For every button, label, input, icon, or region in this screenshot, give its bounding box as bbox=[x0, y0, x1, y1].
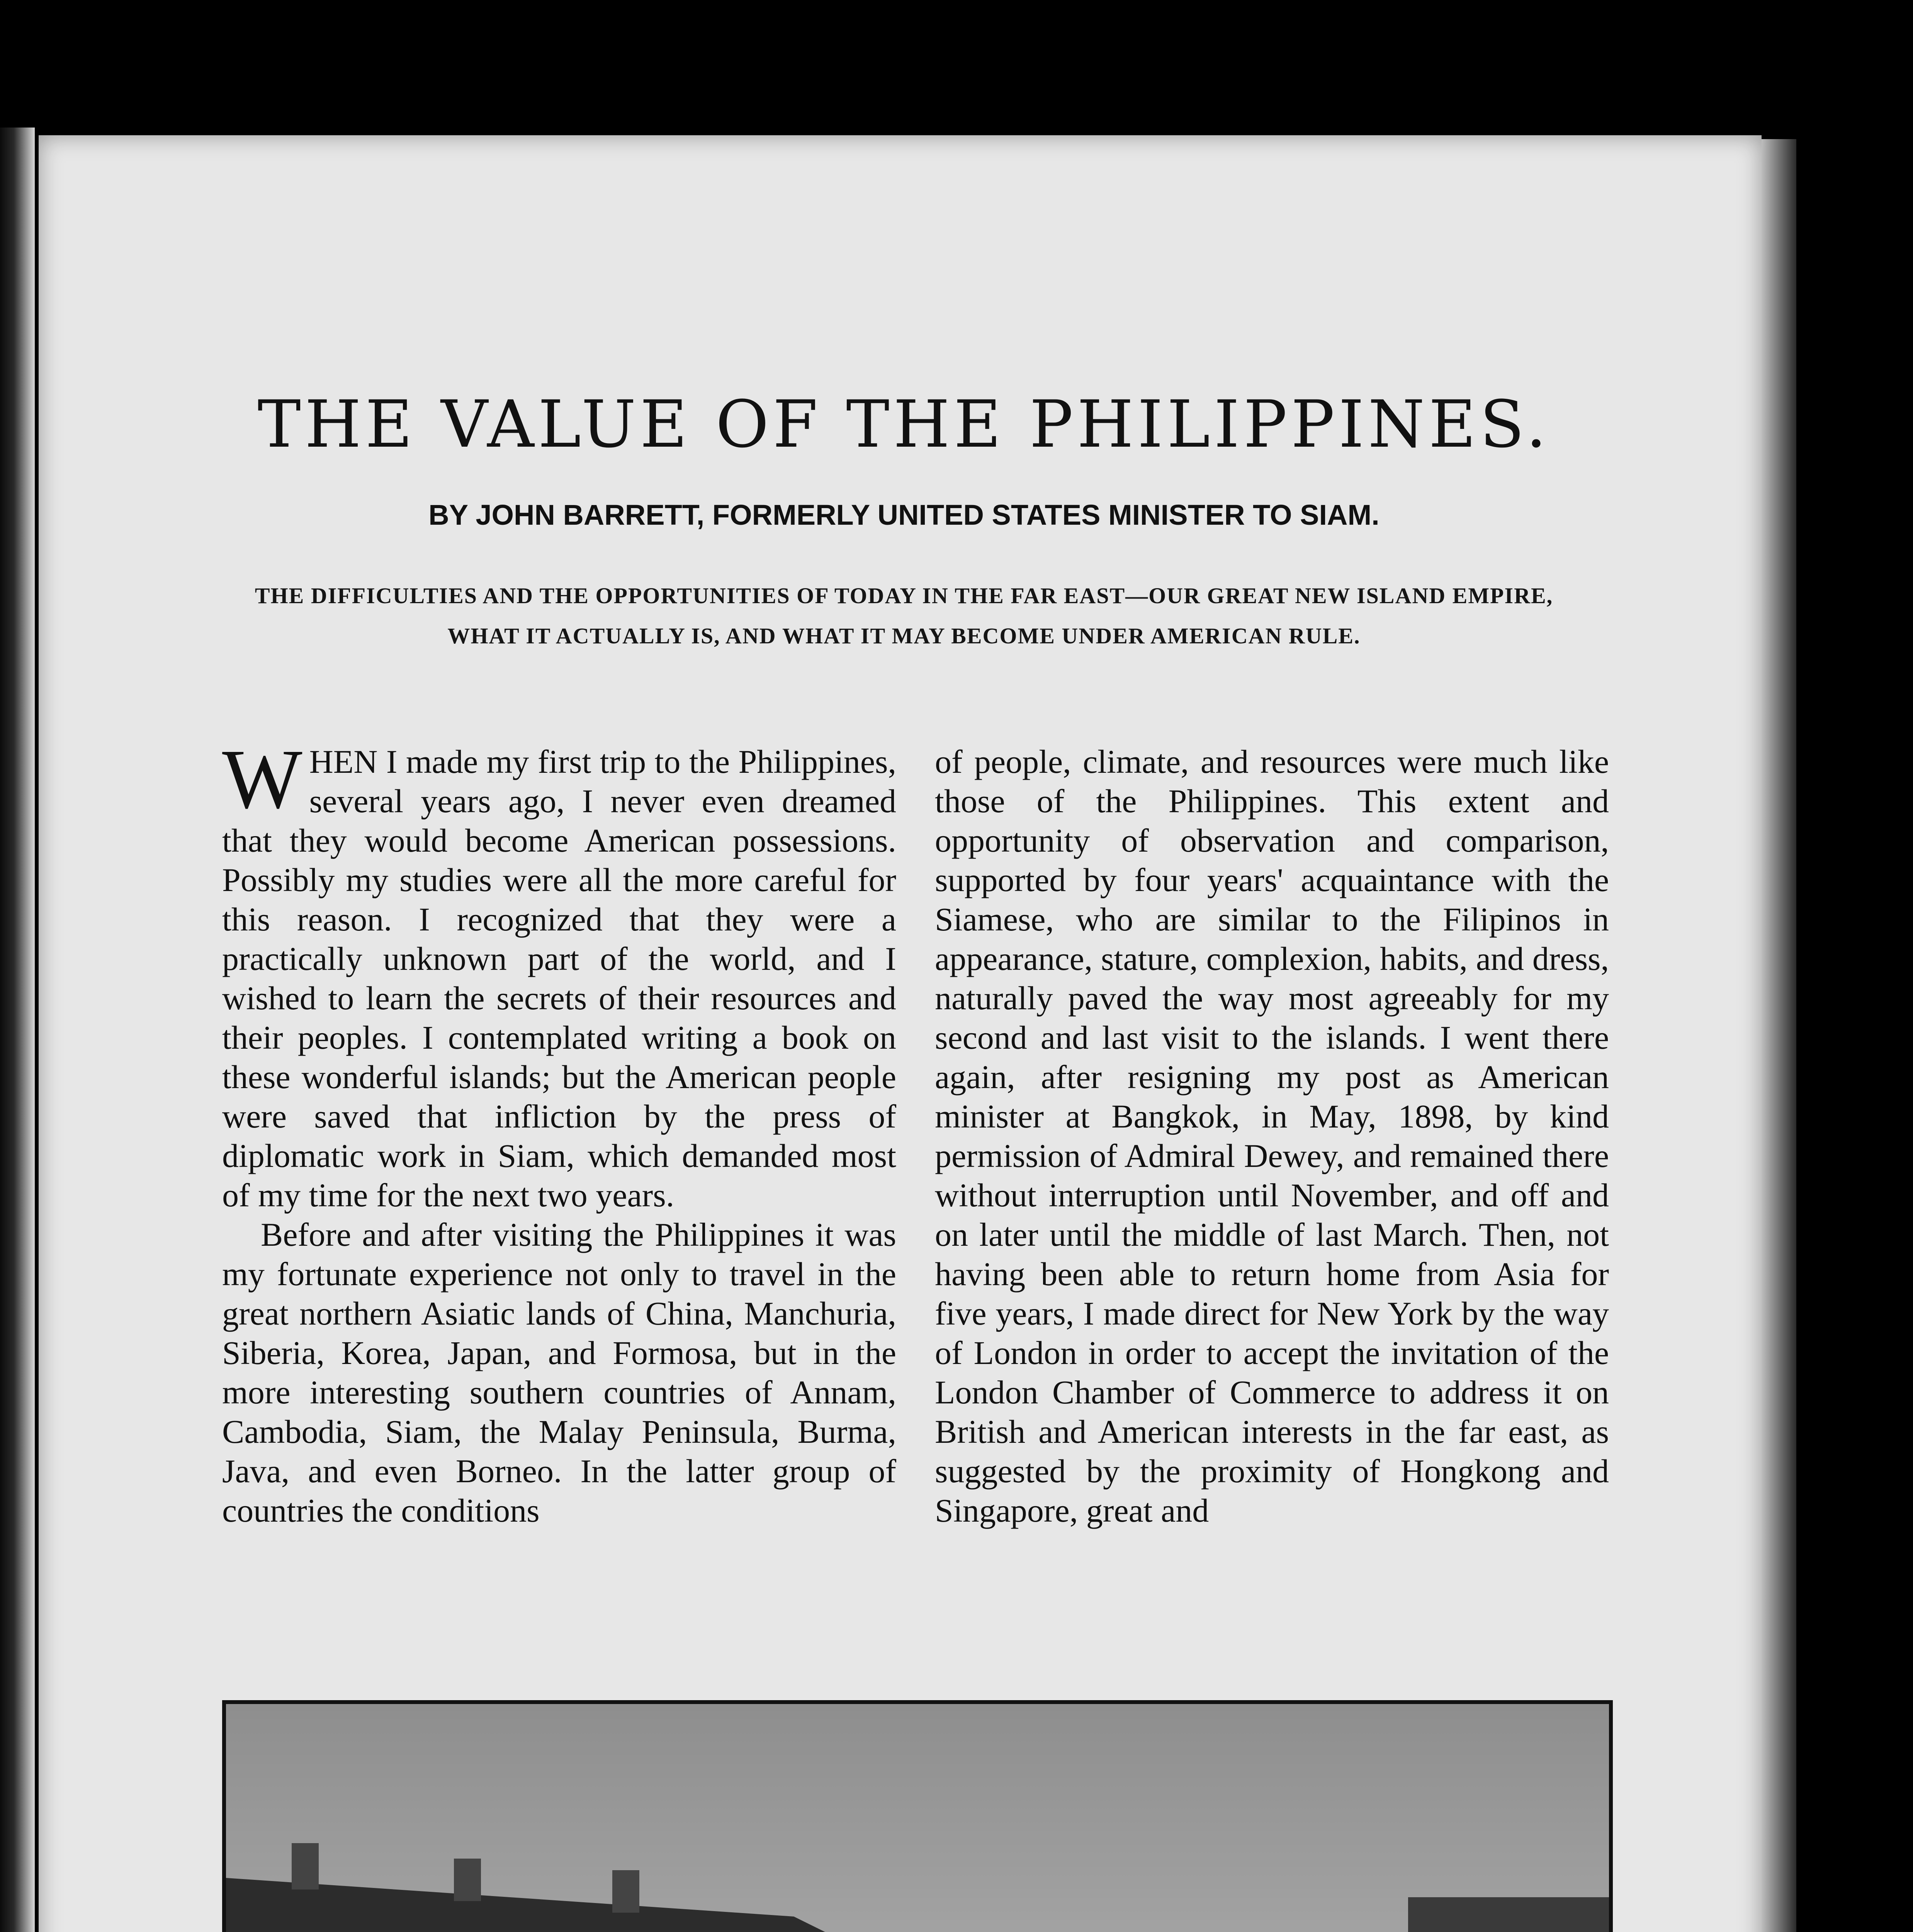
paragraph-1-text: HEN I made my first trip to the Philippines, several years ago, I never even dreamed that they would become American possessions. Possibly my studies were all the more careful for this reason. I recognized that they were a practically unknown part of the world, and I wished to learn the secrets of their resources and their peoples. I contemplated writing a book on these wonderful islands; but the American people were saved that infliction by the press of diplomatic work in Siam, which demanded most of my time for the next two years. bbox=[222, 743, 896, 1214]
paragraph-3: of people, climate, and resources were much like those of the Philippines. This extent and opportunity of observation and comparison, supported by four years' acquaintance with the Siamese, who are similar to the Filipinos in appearance, stature, complexion, habits, and dress, naturally paved the way most agreeably for my second and last visit to the islands. I went there again, after resigning my post as American minister at Bangkok, in May, 1898, by kind permission of Admiral Dewey, and remained there without interruption until November, and off and on later until the middle of last March. Then, not having been able to return home from Asia for five years, I made direct for New York by the way of London in order to accept the invitation of the London Chamber of Commerce to address it on British and American interests in the far east, as suggested by the proximity of Hongkong and Singapore, great and bbox=[935, 743, 1609, 1529]
watch-tower bbox=[1408, 1897, 1609, 1932]
chimney bbox=[612, 1870, 639, 1913]
article-subtitle: THE DIFFICULTIES AND THE OPPORTUNITIES OF TODAY IN THE FAR EAST—OUR GREAT NEW ISLAND EMPIRE, WHAT IT ACTUALLY IS, AND WHAT IT MAY BECOME UNDER AMERICAN RULE. bbox=[255, 583, 1553, 648]
article-byline: BY JOHN BARRETT, FORMERLY UNITED STATES MINISTER TO SIAM. bbox=[428, 499, 1380, 531]
article-title: THE VALUE OF THE PHILIPPINES. bbox=[257, 386, 1551, 462]
page-edge-shadow bbox=[1762, 139, 1796, 1932]
prison-courtyard-photo bbox=[222, 1700, 1613, 1932]
photo-illustration bbox=[226, 1704, 1609, 1932]
paragraph-2: Before and after visiting the Philippines it was my fortunate experience not only to travel in the great northern Asiatic lands of China, Manchuria, Siberia, Korea, Japan, and Formosa, but in the more interesting southern countries of Annam, Cambodia, Siam, the Malay Peninsula, Burma, Java, and even Borneo. In the latter group of countries the conditions bbox=[222, 1216, 896, 1529]
drop-cap: W bbox=[222, 732, 302, 826]
facing-page-edge bbox=[0, 128, 35, 1932]
paragraph-1 bbox=[222, 732, 896, 1215]
chimney bbox=[292, 1843, 319, 1889]
text-column-left bbox=[222, 732, 896, 1530]
chimney bbox=[454, 1859, 481, 1901]
text-column-right bbox=[935, 742, 1609, 1530]
